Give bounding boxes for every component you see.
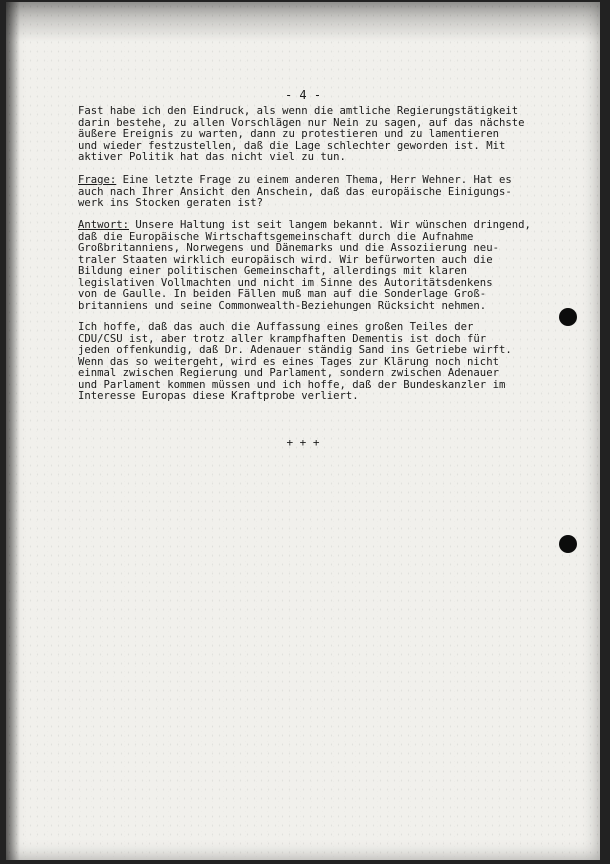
text-line: Großbritanniens, Norwegens und Dänemarks und die Assoziierung neu- (78, 242, 499, 254)
text-line: legislativen Vollmachten und nicht im Sinne des Autoritätsdenkens (78, 276, 493, 289)
scan-shadow-top (6, 2, 600, 42)
text-line: und Parlament kommen müssen und ich hoffe, daß der Bundeskanzler im (78, 378, 506, 391)
answer-label: Antwort: (78, 219, 130, 231)
text-line: aktiver Politik hat das nicht viel zu tun. (78, 151, 346, 163)
text-line: einmal zwischen Regierung und Parlament, sondern zwischen Adenauer (78, 367, 499, 379)
scan-shadow-left (6, 2, 20, 860)
question-label: Frage: (78, 174, 117, 186)
text-line: auch nach Ihrer Ansicht den Anschein, daß das europäische Einigungs- (78, 185, 512, 198)
paragraph-intro (78, 106, 564, 164)
text-line: darin bestehe, zu allen Vorschlägen nur Nein zu sagen, auf das nächste (78, 116, 525, 129)
paragraph-answer (78, 220, 564, 312)
text-line: Eine letzte Frage zu einem anderen Thema, Herr Wehner. Hat es (116, 174, 512, 186)
punch-hole-lower (559, 535, 577, 553)
text-line: von de Gaulle. In beiden Fällen muß man auf die Sonderlage Groß- (78, 288, 487, 300)
text-line: werk ins Stocken geraten ist? (78, 197, 263, 209)
text-line: jeden offenkundig, daß Dr. Adenauer ständig Sand ins Getriebe wirft. (78, 344, 512, 356)
text-line: Ich hoffe, daß das auch die Auffassung eines großen Teiles der (78, 321, 474, 333)
text-line: und wieder festzustellen, daß die Lage schlechter geworden ist. Mit (78, 139, 506, 152)
text-line: Bildung einer politischen Gemeinschaft, allerdings mit klaren (78, 265, 468, 277)
text-line: Fast habe ich den Eindruck, als wenn die amtliche Regierungstätigkeit (78, 105, 519, 117)
end-mark: + + + (286, 436, 320, 449)
text-line: Unsere Haltung ist seit langem bekannt. Wir wünschen dringend, (129, 219, 531, 231)
text-line: daß die Europäische Wirtschaftsgemeinschaft durch die Aufnahme (78, 230, 474, 243)
text-line: traler Staaten wirklich europäisch wird. Wir befürworten auch die (78, 253, 493, 266)
text-line: Wenn das so weitergeht, wird es eines Tages zur Klärung noch nicht (78, 355, 499, 368)
text-line: Interesse Europas diese Kraftprobe verliert. (78, 390, 359, 402)
text-line: äußere Ereignis zu warten, dann zu protestieren und zu lamentieren (78, 128, 499, 140)
paragraph-question (78, 175, 564, 210)
paragraph-closing (78, 322, 564, 403)
document-page (6, 2, 600, 860)
page-number: - 4 - (284, 88, 322, 102)
text-line: britanniens und seine Commonwealth-Beziehungen Rücksicht nehmen. (78, 299, 487, 312)
text-line: CDU/CSU ist, aber trotz aller krampfhaften Dementis ist doch für (78, 332, 487, 345)
